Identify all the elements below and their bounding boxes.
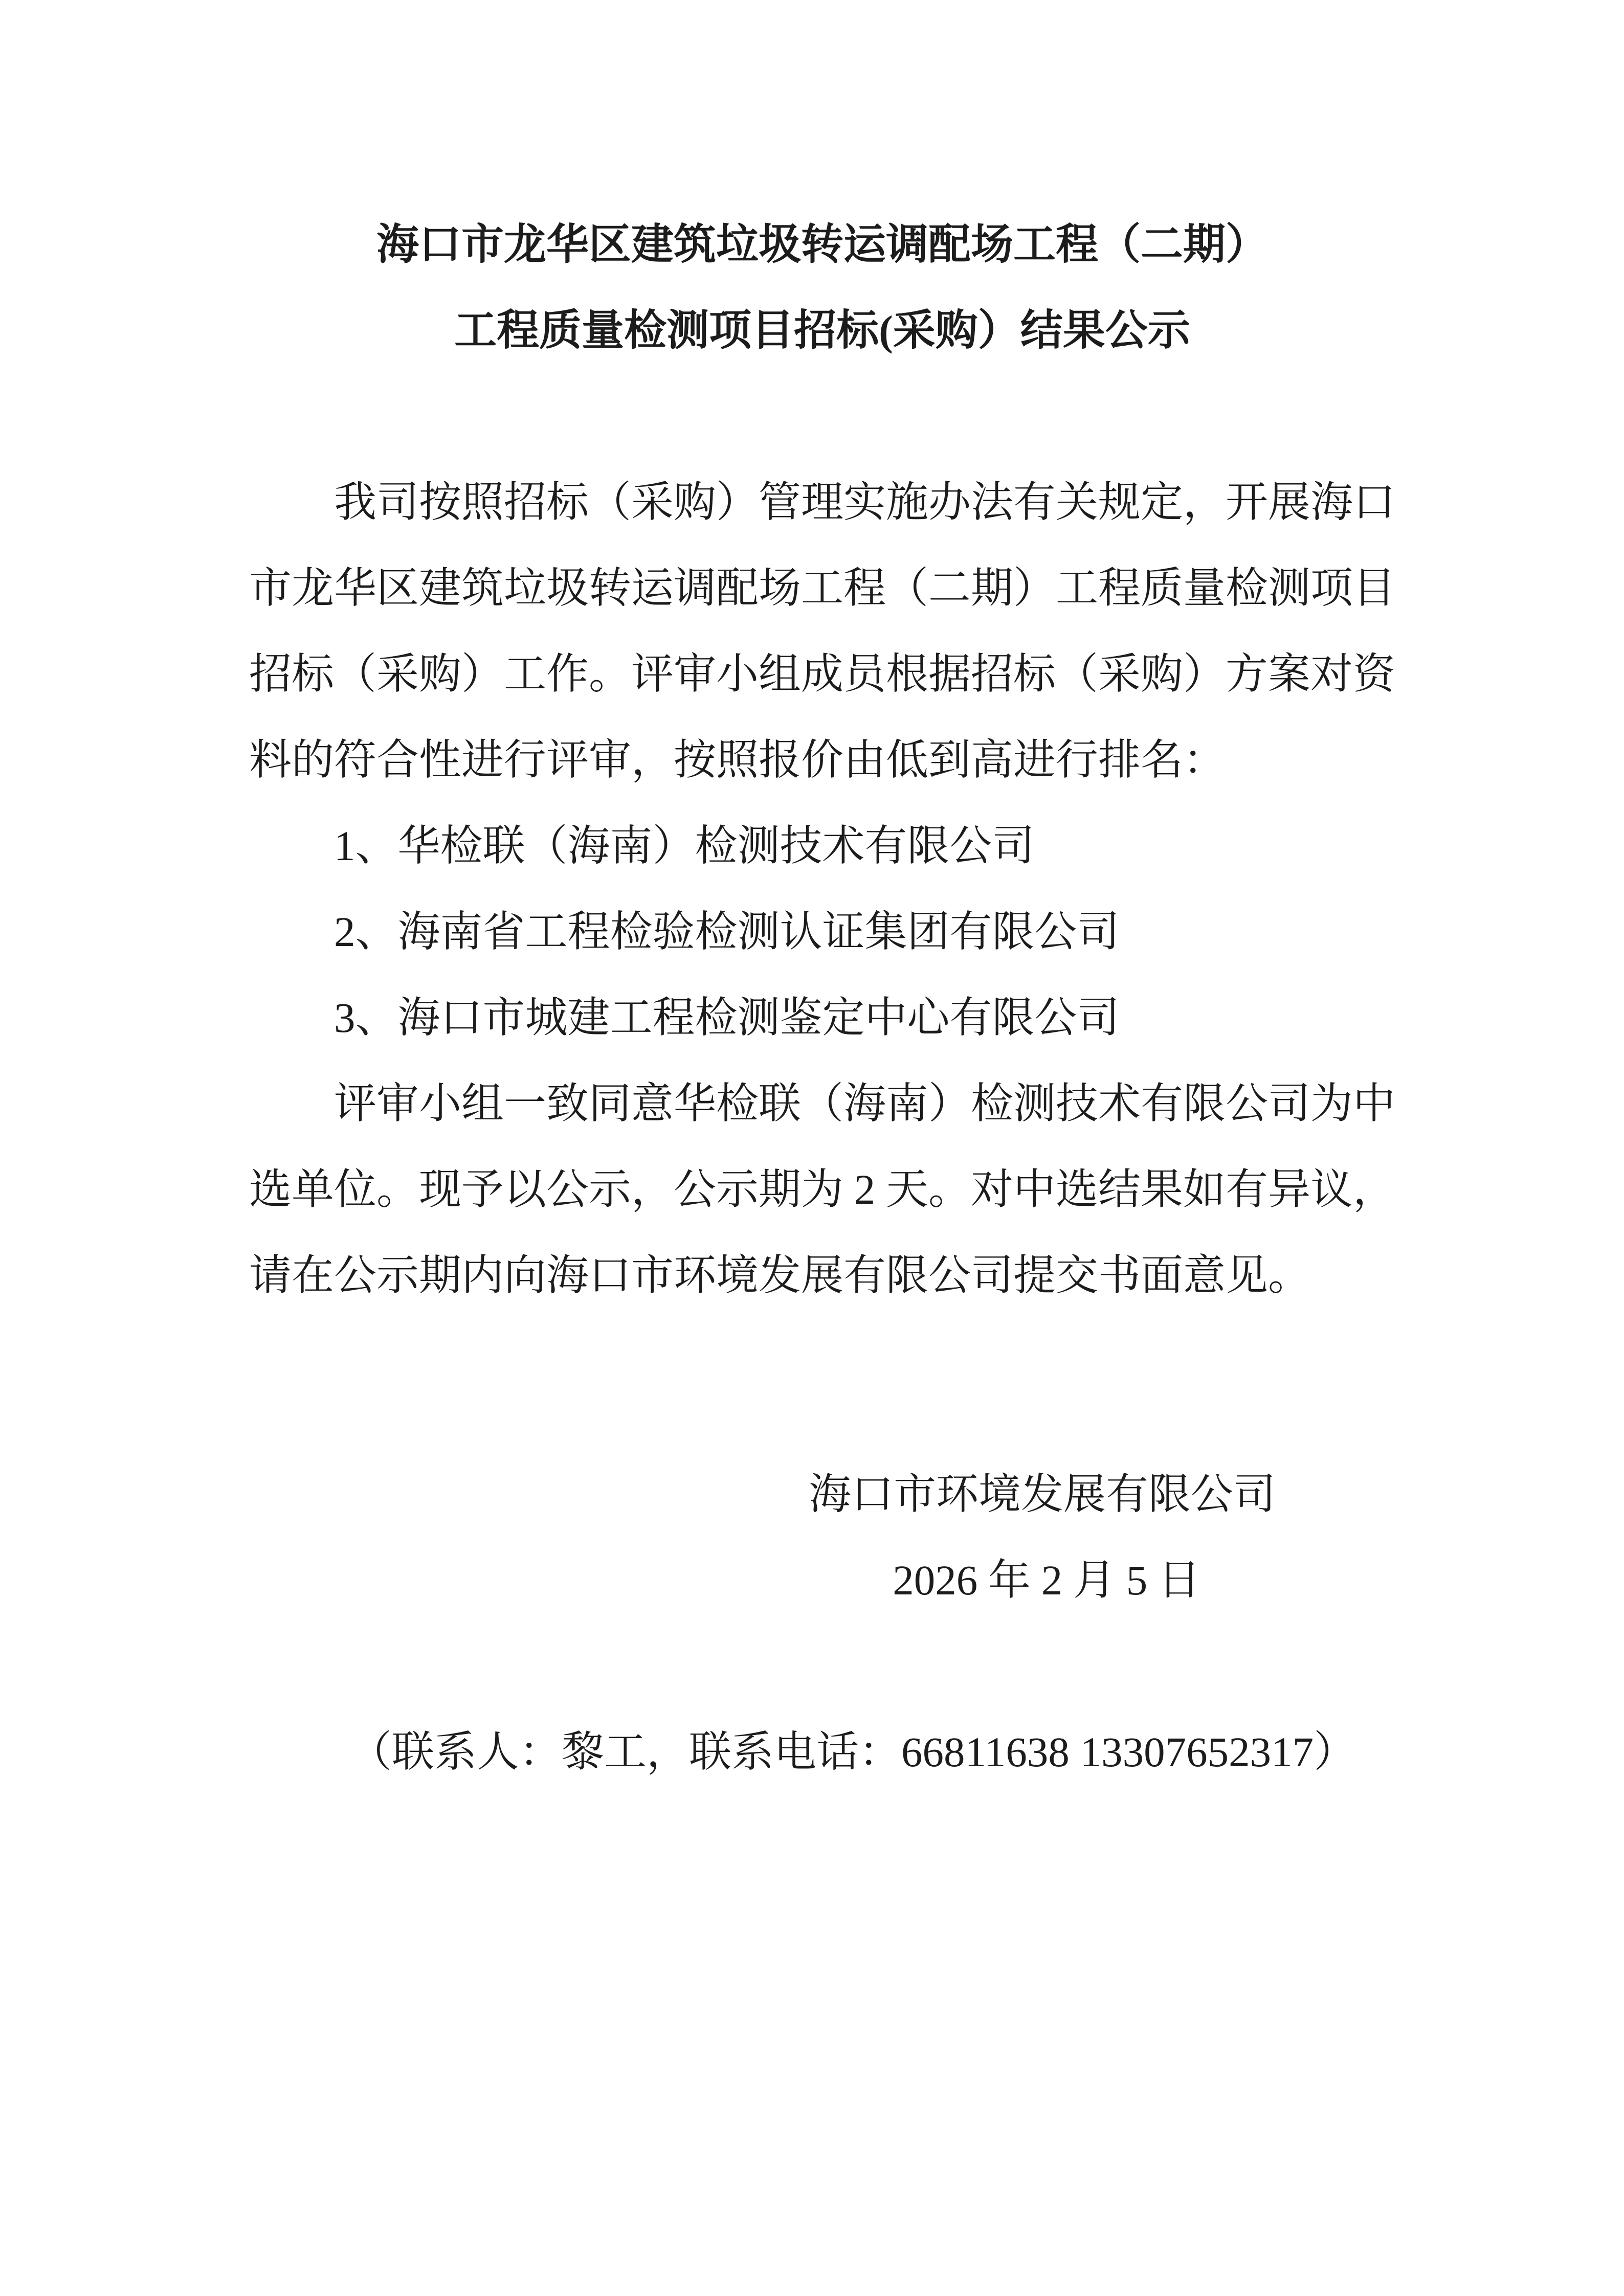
spacer — [249, 373, 1395, 459]
signature-company: 海口市环境发展有限公司 — [809, 1471, 1276, 1518]
ranking-item-3: 3、海口市城建工程检测鉴定中心有限公司 — [334, 994, 1120, 1041]
document-title-line1: 海口市龙华区建筑垃圾转运调配场工程（二期） — [376, 221, 1268, 268]
spacer — [249, 1623, 1395, 1709]
document-title-line2: 工程质量检测项目招标(采购）结果公示 — [454, 307, 1190, 354]
contact-info: （联系人：黎工，联系电话：66811638 13307652317） — [349, 1728, 1356, 1775]
ranking-item-1: 1、华检联（海南）检测技术有限公司 — [334, 822, 1035, 869]
intro-paragraph: 我司按照招标（采购）管理实施办法有关规定，开展海口市龙华区建筑垃圾转运调配场工程（二期）工程质量检测项目招标（采购）工作。评审小组成员根据招标（采购）方案对资料的符合性进行评审，按照报价由低到高进行排名： — [249, 479, 1395, 783]
decision-paragraph: 评审小组一致同意华检联（海南）检测技术有限公司为中选单位。现予以公示，公示期为 2 天。对中选结果如有异议，请在公示期内向海口市环境发展有限公司提交书面意见。 — [249, 1080, 1395, 1299]
ranking-item-2: 2、海南省工程检验检测认证集团有限公司 — [334, 908, 1120, 955]
signature-date: 2026 年 2 月 5 日 — [893, 1557, 1200, 1604]
